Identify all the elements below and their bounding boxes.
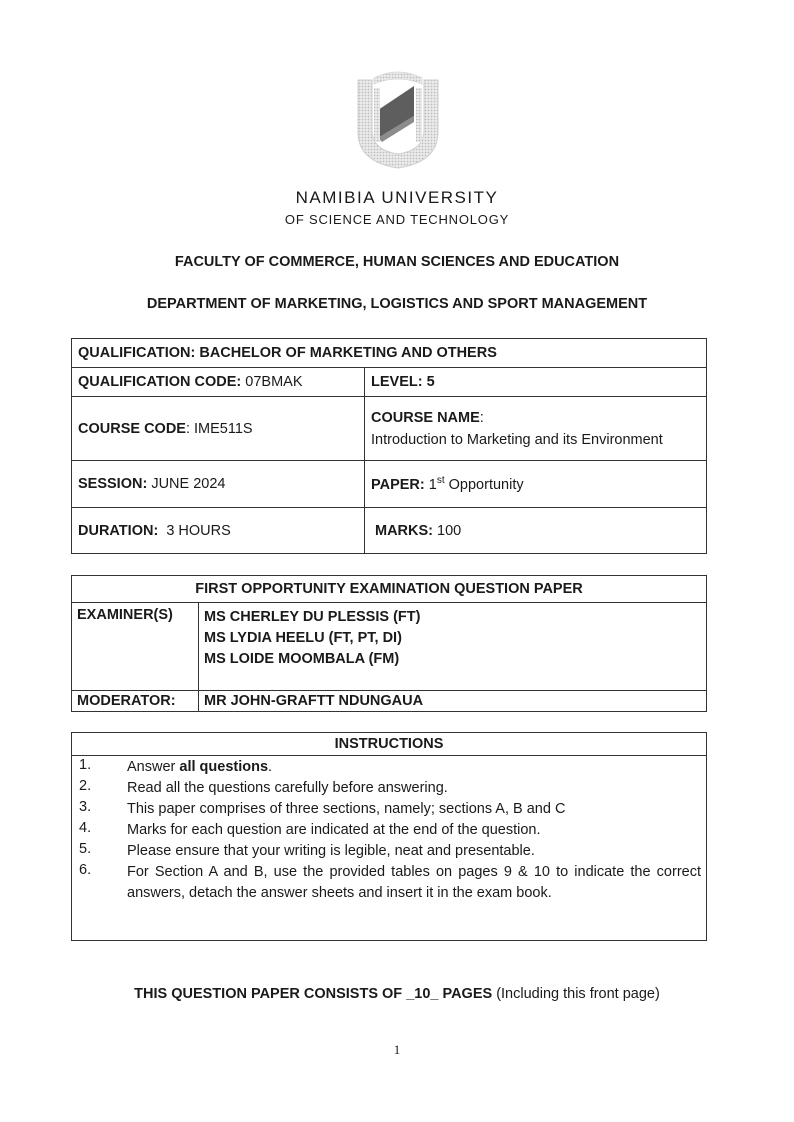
instruction-text: Marks for each question are indicated at the end of the question. [127,822,541,838]
examiner-name: MS LYDIA HEELU (FT, PT, DI) [204,630,402,646]
marks-label: MARKS: [375,522,433,539]
department-heading: DEPARTMENT OF MARKETING, LOGISTICS AND SPORT MANAGEMENT [146,296,648,312]
qualification-code-value: 07BMAK [245,374,303,390]
session-cell [72,461,365,508]
duration-label: DURATION: [78,522,159,539]
session-label: SESSION: [78,476,148,492]
level-label: LEVEL: [371,374,423,390]
page-count-rest: (Including this front page) [492,986,660,1002]
examiner-name: MS CHERLEY DU PLESSIS (FT) [204,609,421,625]
paper-value-sup: st [436,475,445,487]
moderator-name: MR JOHN-GRAFTT NDUNGAUA [199,691,707,712]
university-name: NAMIBIA UNIVERSITY [295,188,499,207]
instruction-text: For Section A and B, use the provided tables on pages 9 & 10 to indicate the correct answers, detach the answer sheets and insert it in the exam book. [127,864,701,901]
instruction-number: 1. [79,757,92,773]
qualification-cell: QUALIFICATION: BACHELOR OF MARKETING AND OTHERS [72,339,707,368]
course-name-label: COURSE NAME [371,409,480,426]
faculty-heading: FACULTY OF COMMERCE, HUMAN SCIENCES AND EDUCATION [174,254,620,270]
level-cell [365,368,707,397]
examiners-list [199,603,707,691]
instruction-text: Please ensure that your writing is legible, neat and presentable. [127,843,535,859]
course-name-cell [365,397,707,461]
paper-cell [365,461,707,508]
course-name-colon: : [479,409,484,426]
code-level-row [72,368,707,397]
instruction-text-bold: all questions [179,759,269,775]
course-name-value: Introduction to Marketing and its Environment [371,431,663,448]
university-subtitle: OF SCIENCE AND TECHNOLOGY [284,212,510,227]
qualification-code-label: QUALIFICATION CODE: [78,374,242,390]
instruction-text-post: . [268,759,273,775]
page-count-statement [0,986,794,1002]
paper-label: PAPER: [371,476,425,493]
paper-value-rest: Opportunity [448,476,524,493]
exam-details-table [71,338,707,554]
session-value: JUNE 2024 [151,476,226,492]
moderator-row [72,691,707,712]
university-logo [352,70,444,170]
instruction-number: 3. [79,799,92,815]
course-code-value: : IME511S [185,420,253,437]
instruction-number: 4. [79,820,92,836]
paper-value-num: 1 [428,476,437,493]
examiners-label: EXAMINER(S) [72,603,199,691]
session-row [72,461,707,508]
instruction-text-pre: Answer [127,759,180,775]
exam-title-row [72,576,707,603]
instruction-text: This paper comprises of three sections, namely; sections A, B and C [127,801,566,817]
exam-title: FIRST OPPORTUNITY EXAMINATION QUESTION PAPER [72,576,707,603]
duration-row [72,508,707,554]
examiners-row [72,603,707,691]
examiner-name: MS LOIDE MOOMBALA (FM) [204,651,400,667]
level-value: 5 [426,374,435,390]
instruction-number: 2. [79,778,92,794]
instruction-text [127,757,701,778]
moderator-label: MODERATOR: [72,691,199,712]
instruction-text: Read all the questions carefully before answering. [127,780,448,796]
instructions-box [71,732,707,941]
duration-cell [72,508,365,554]
marks-value: 100 [437,522,462,539]
page-count-bold: THIS QUESTION PAPER CONSISTS OF _10_ PAGES [134,986,493,1002]
duration-value: 3 HOURS [166,522,231,539]
qualification-row [72,339,707,368]
examiner-table [71,575,707,712]
page-number: 1 [393,1042,401,1057]
course-code-label: COURSE CODE [78,420,186,437]
instruction-number: 6. [79,862,92,878]
course-code-cell [72,397,365,461]
qualification-code-cell [72,368,365,397]
marks-cell [365,508,707,554]
instruction-number: 5. [79,841,92,857]
instructions-title: INSTRUCTIONS [72,733,706,756]
course-row [72,397,707,461]
